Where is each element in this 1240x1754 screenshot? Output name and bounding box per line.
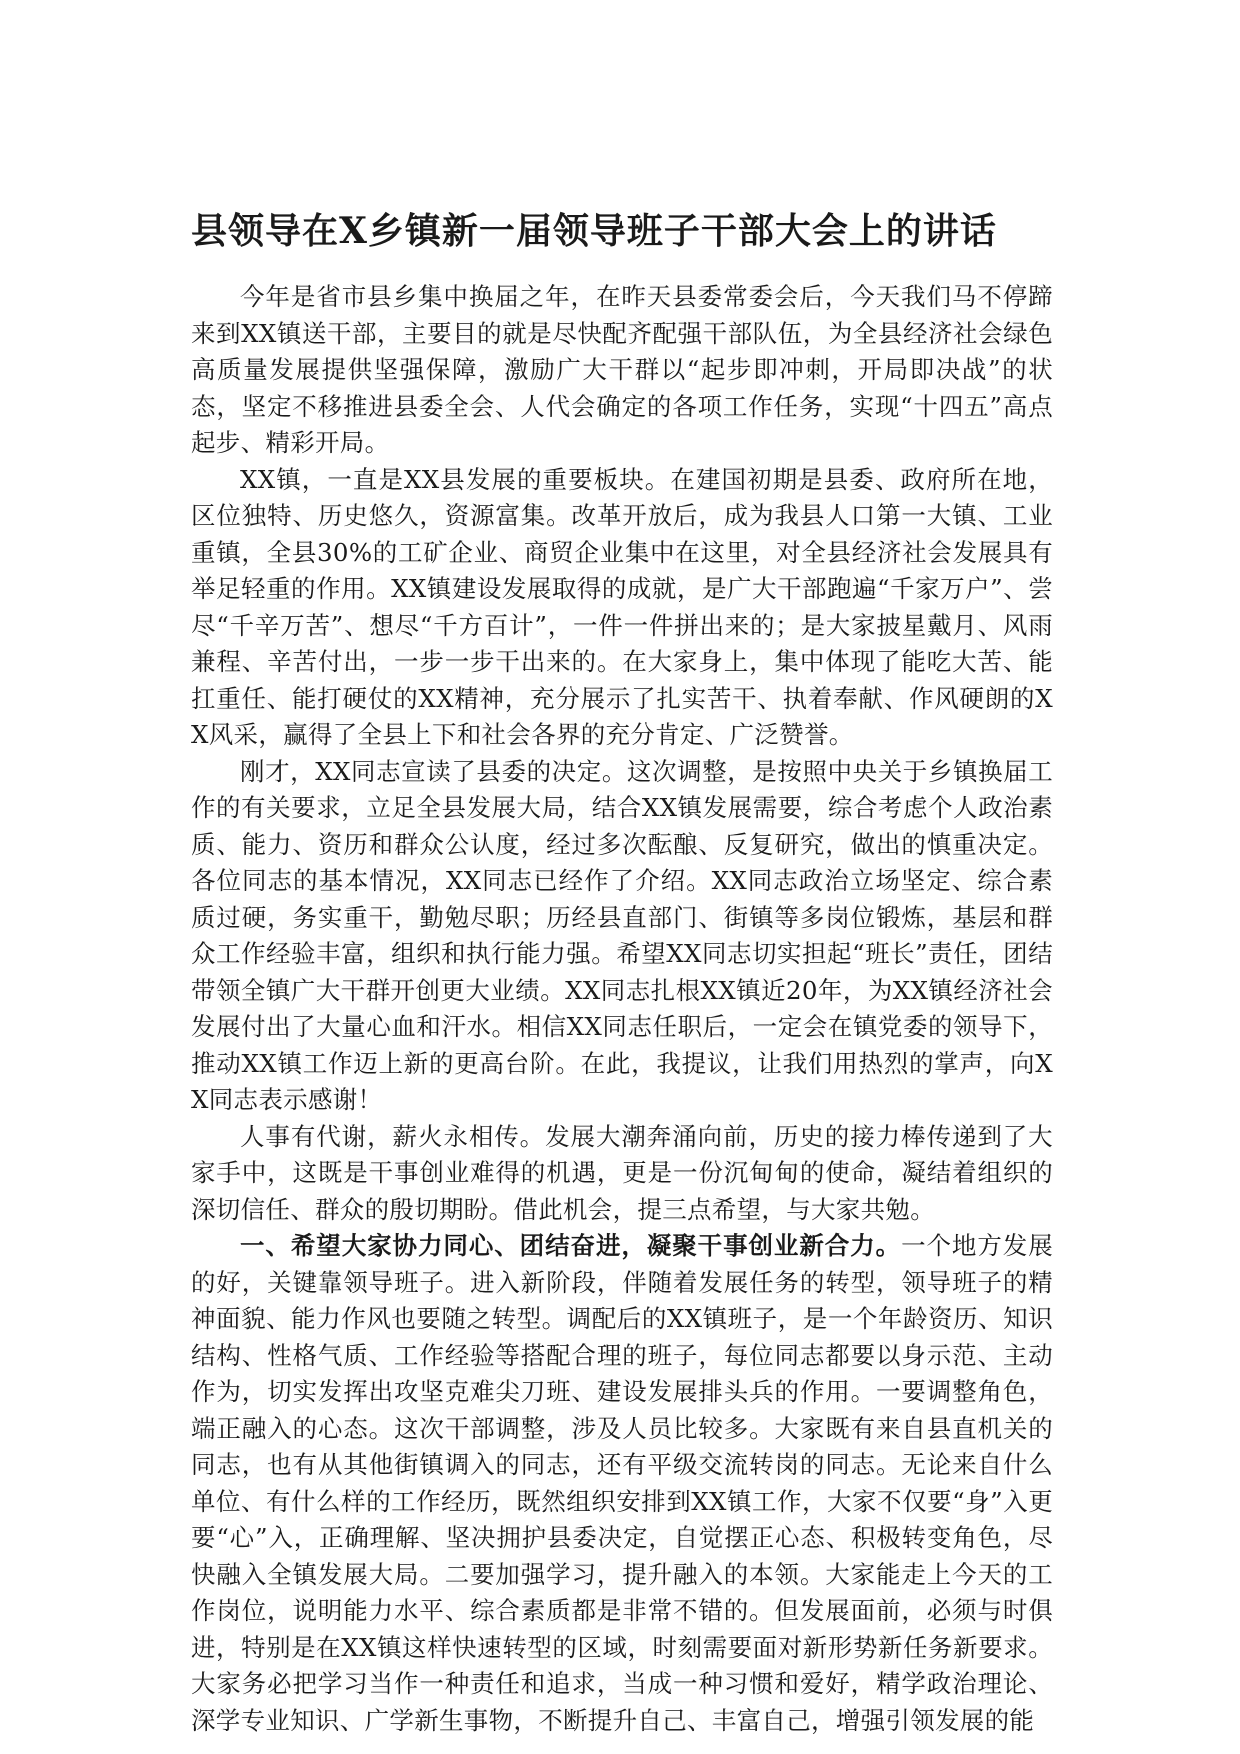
- paragraph-opening: 今年是省市县乡集中换届之年，在昨天县委常委会后，今天我们马不停蹄来到XX镇送干部，主要目的就是尽快配齐配强干部队伍，为全县经济社会绿色高质量发展提供坚强保障，激励广大干群以“起步即冲刺，开局即决战”的状态，坚定不移推进县委全会、人代会确定的各项工作任务，实现“十四五”高点起步、精彩开局。: [191, 282, 1053, 457]
- paragraph-town-history: XX镇，一直是XX县发展的重要板块。在建国初期是县委、政府所在地，区位独特、历史悠久，资源富集。改革开放后，成为我县人口第一大镇、工业重镇，全县30%的工矿企业、商贸企业集中在这里，对全县经济社会发展具有举足轻重的作用。XX镇建设发展取得的成就，是广大干部跑遍“千家万户”、尝尽“千辛万苦”、想尽“千方百计”，一件一件拼出来的；是大家披星戴月、风雨兼程、辛苦付出，一步一步干出来的。在大家身上，集中体现了能吃大苦、能扛重任、能打硬仗的XX精神，充分展示了扎实苦干、执着奉献、作风硬朗的XX风采，赢得了全县上下和社会各界的充分肯定、广泛赞誉。: [191, 464, 1053, 749]
- document-page: [191, 205, 1053, 1739]
- paragraph-appointment: 刚才，XX同志宣读了县委的决定。这次调整，是按照中央关于乡镇换届工作的有关要求，立足全县发展大局，结合XX镇发展需要，综合考虑个人政治素质、能力、资历和群众公认度，经过多次酝酿、反复研究，做出的慎重决定。各位同志的基本情况，XX同志已经作了介绍。XX同志政治立场坚定、综合素质过硬，务实重干，勤勉尽职；历经县直部门、街镇等多岗位锻炼，基层和群众工作经验丰富，组织和执行能力强。希望XX同志切实担起“班长”责任，团结带领全镇广大干群开创更大业绩。XX同志扎根XX镇近20年，为XX镇经济社会发展付出了大量心血和汗水。相信XX同志任职后，一定会在镇党委的领导下，推动XX镇工作迈上新的更高台阶。在此，我提议，让我们用热烈的掌声，向XX同志表示感谢！: [191, 756, 1053, 1114]
- paragraph-transition: 人事有代谢，薪火永相传。发展大潮奔涌向前，历史的接力棒传递到了大家手中，这既是干事创业难得的机遇，更是一份沉甸甸的使命，凝结着组织的深切信任、群众的殷切期盼。借此机会，提三点希望，与大家共勉。: [191, 1121, 1053, 1224]
- section-one-heading: 一、希望大家协力同心、团结奋进，凝聚干事创业新合力。: [240, 1231, 902, 1260]
- document-title: 县领导在X乡镇新一届领导班子干部大会上的讲话: [191, 210, 997, 252]
- paragraph-section-one: [191, 1228, 1053, 1739]
- section-one-body: 一个地方发展的好，关键靠领导班子。进入新阶段，伴随着发展任务的转型，领导班子的精神面貌、能力作风也要随之转型。调配后的XX镇班子，是一个年龄资历、知识结构、性格气质、工作经验等搭配合理的班子，每位同志都要以身示范、主动作为，切实发挥出攻坚克难尖刀班、建设发展排头兵的作用。一要调整角色，端正融入的心态。这次干部调整，涉及人员比较多。大家既有来自县直机关的同志，也有从其他街镇调入的同志，还有平级交流转岗的同志。无论来自什么单位、有什么样的工作经历，既然组织安排到XX镇工作，大家不仅要“身”入更要“心”入，正确理解、坚决拥护县委决定，自觉摆正心态、积极转变角色，尽快融入全镇发展大局。二要加强学习，提升融入的本领。大家能走上今天的工作岗位，说明能力水平、综合素质都是非常不错的。但发展面前，必须与时俱进，特别是在XX镇这样快速转型的区域，时刻需要面对新形势新任务新要求。大家务必把学习当作一种责任和追求，当成一种习惯和爱好，精学政治理论、深学专业知识、广学新生事物，不断提升自己、丰富自己，增强引领发展的能: [191, 1231, 1053, 1735]
